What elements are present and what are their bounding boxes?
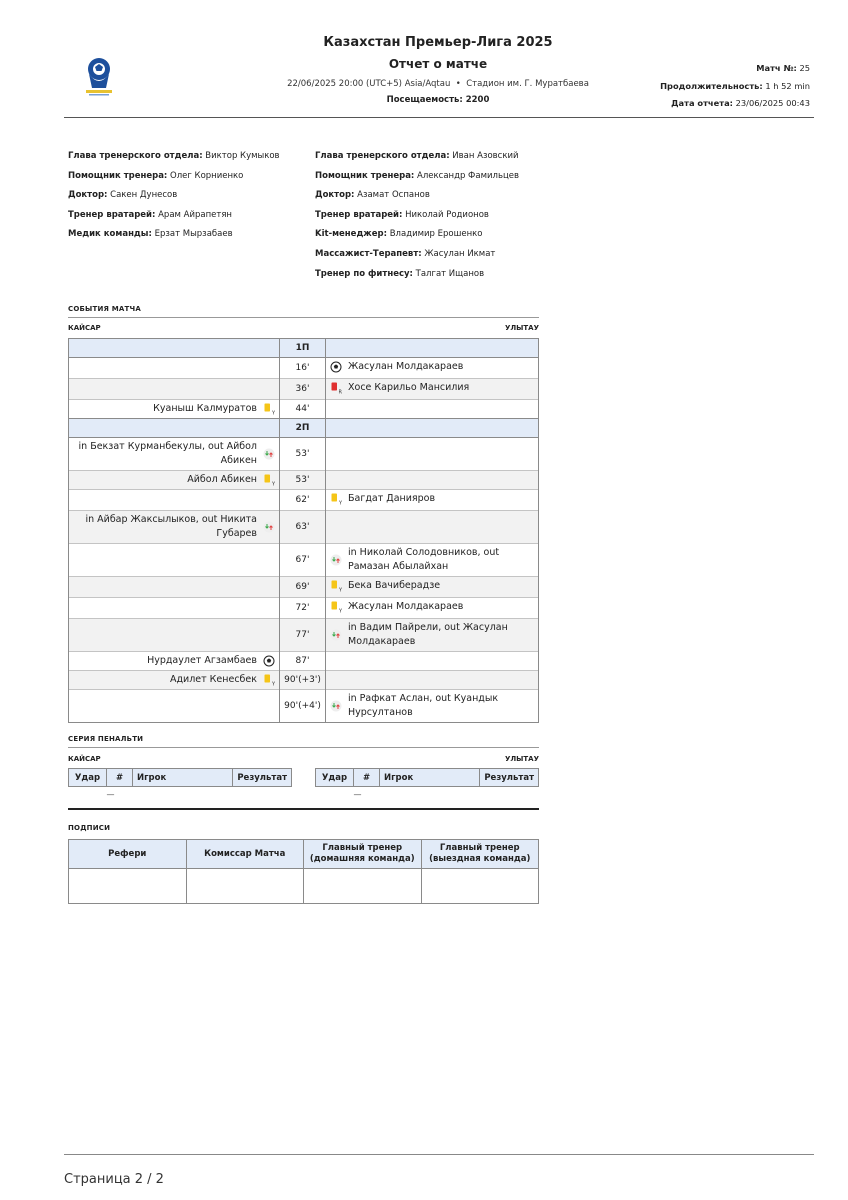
- event-minute: 87': [280, 652, 326, 671]
- event-player: Бека Вачиберадзе: [348, 580, 441, 591]
- footer-divider: [64, 1154, 814, 1155]
- yellow-card-icon: [330, 580, 342, 592]
- event-row: [69, 379, 539, 400]
- event-minute: 53': [280, 471, 326, 490]
- col-player: Игрок: [133, 769, 233, 787]
- event-player: Багдат Данияров: [348, 493, 436, 504]
- event-minute: 67': [280, 544, 326, 577]
- event-row: [69, 438, 539, 471]
- away-event-cell: [326, 544, 539, 577]
- header-divider: [64, 117, 814, 118]
- first-half-header: [69, 339, 539, 358]
- event-minute: 90'(+4'): [280, 690, 326, 723]
- event-player: Жасулан Молдакараев: [348, 601, 464, 612]
- half-label: 2П: [280, 419, 326, 438]
- match-duration: [660, 81, 810, 91]
- away-event-cell: [326, 619, 539, 652]
- match-datetime: 22/06/2025 20:00 (UTC+5) Asia/Aqtau: [287, 79, 451, 89]
- event-row: [69, 690, 539, 723]
- match-duration-label: Продолжительность:: [660, 81, 763, 91]
- event-minute: 62': [280, 490, 326, 511]
- staff-row: Помощник тренера: Олег Корниенко: [68, 170, 244, 181]
- svg-text:R: R: [338, 389, 342, 394]
- col-shot: Удар: [69, 769, 107, 787]
- event-minute: 69': [280, 577, 326, 598]
- home-event-cell: [69, 652, 280, 671]
- staff-row: Тренер вратарей: Николай Родионов: [315, 209, 489, 220]
- events-home-team: КАЙСАР: [68, 324, 101, 332]
- page-number: Страница 2 / 2: [64, 1172, 164, 1187]
- half-label: 1П: [280, 339, 326, 358]
- home-coach-signature-cell: [304, 869, 422, 904]
- yellow-card-icon: [330, 493, 342, 505]
- home-event-empty: [69, 490, 280, 511]
- away-event-empty: [326, 438, 539, 471]
- match-events-table: [68, 338, 539, 723]
- home-penalties-table: [68, 768, 292, 803]
- yellow-card-icon: [330, 601, 342, 613]
- event-row: [69, 471, 539, 490]
- staff-row: Глава тренерского отдела: Виктор Кумыков: [68, 151, 280, 161]
- away-event-empty: [326, 471, 539, 490]
- home-event-cell: [69, 438, 280, 471]
- svg-text:Y: Y: [272, 481, 275, 486]
- away-event-empty: [326, 511, 539, 544]
- events-section-divider: [68, 317, 539, 318]
- referee-header: Рефери: [69, 840, 187, 869]
- events-away-team: УЛЫТАУ: [504, 324, 539, 332]
- home-event-empty: [69, 544, 280, 577]
- event-minute: 44': [280, 400, 326, 419]
- event-minute: 16': [280, 358, 326, 379]
- event-row: [69, 490, 539, 511]
- svg-text:Y: Y: [339, 587, 342, 592]
- yellow-card-icon: [263, 403, 275, 415]
- col-result: Результат: [480, 769, 539, 787]
- event-row: [69, 358, 539, 379]
- match-meta: [250, 79, 626, 89]
- signatures-section-title: ПОДПИСИ: [68, 824, 111, 832]
- goal-icon: [263, 655, 275, 667]
- event-player: in Николай Солодовников, out Рамазан Абылайхан: [348, 547, 500, 572]
- substitution-icon: [330, 554, 342, 566]
- penalties-away-team: УЛЫТАУ: [504, 755, 539, 763]
- home-event-empty: [69, 358, 280, 379]
- col-number: #: [354, 769, 380, 787]
- empty-mark: —: [353, 790, 362, 800]
- penalties-section-divider: [68, 747, 539, 748]
- staff-row: Kit-менеджер: Владимир Ерошенко: [315, 229, 483, 240]
- away-event-cell: [326, 577, 539, 598]
- event-player: Жасулан Молдакараев: [348, 361, 464, 372]
- match-number: [756, 63, 810, 73]
- yellow-card-icon: [263, 674, 275, 686]
- col-result: Результат: [233, 769, 292, 787]
- match-stadium: Стадион им. Г. Муратбаева: [466, 79, 589, 89]
- away-coach-header: Главный тренер (выездная команда): [421, 840, 539, 869]
- referee-signature-cell: [69, 869, 187, 904]
- yellow-card-icon: [263, 474, 275, 486]
- svg-text:Y: Y: [339, 500, 342, 505]
- event-player: in Айбар Жаксылыков, out Никита Губарев: [85, 514, 257, 539]
- away-event-empty: [326, 652, 539, 671]
- match-duration-value: 1 h 52 min: [765, 81, 810, 91]
- penalties-home-team: КАЙСАР: [68, 755, 101, 763]
- home-event-empty: [69, 619, 280, 652]
- event-row: [69, 400, 539, 419]
- home-coach-header: Главный тренер (домашняя команда): [304, 840, 422, 869]
- away-event-cell: [326, 379, 539, 400]
- event-minute: 53': [280, 438, 326, 471]
- event-row: [69, 577, 539, 598]
- home-event-cell: [69, 671, 280, 690]
- home-event-empty: [69, 598, 280, 619]
- league-logo-icon: [80, 54, 118, 98]
- report-date-value: 23/06/2025 00:43: [735, 98, 810, 108]
- match-number-value: 25: [799, 63, 810, 73]
- away-coach-signature-cell: [421, 869, 539, 904]
- event-row: [69, 544, 539, 577]
- staff-row: Медик команды: Ерзат Мырзабаев: [68, 229, 233, 240]
- col-shot: Удар: [316, 769, 354, 787]
- substitution-icon: [330, 700, 342, 712]
- event-minute: 90'(+3'): [280, 671, 326, 690]
- staff-row: Помощник тренера: Александр Фамильцев: [315, 170, 519, 181]
- svg-text:Y: Y: [272, 681, 275, 686]
- event-player: Айбол Абикен: [187, 474, 257, 485]
- commissioner-header: Комиссар Матча: [186, 840, 304, 869]
- svg-text:Y: Y: [272, 410, 275, 415]
- col-number: #: [107, 769, 133, 787]
- home-event-cell: [69, 400, 280, 419]
- signatures-table: [68, 839, 539, 904]
- events-section-title: СОБЫТИЯ МАТЧА: [68, 305, 141, 313]
- event-player: in Рафкат Аслан, out Куандык Нурсултанов: [348, 693, 499, 718]
- event-player: Адилет Кенесбек: [169, 674, 257, 685]
- away-event-empty: [326, 671, 539, 690]
- event-row: [69, 652, 539, 671]
- league-title: Казахстан Премьер-Лига 2025: [323, 35, 553, 50]
- event-minute: 77': [280, 619, 326, 652]
- away-event-cell: [326, 490, 539, 511]
- event-minute: 72': [280, 598, 326, 619]
- second-half-header: [69, 419, 539, 438]
- event-player: Хосе Карильо Мансилия: [348, 382, 470, 393]
- event-player: Куаныш Калмуратов: [153, 403, 257, 414]
- report-date-label: Дата отчета:: [671, 98, 733, 108]
- staff-row: Тренер вратарей: Арам Айрапетян: [68, 209, 232, 220]
- home-staff-list: [68, 147, 280, 245]
- away-event-cell: [326, 690, 539, 723]
- staff-row: Массажист-Терапевт: Жасулан Икмат: [315, 248, 496, 259]
- commissioner-signature-cell: [186, 869, 304, 904]
- report-title: Отчет о матче: [388, 57, 488, 71]
- penalties-section-title: СЕРИЯ ПЕНАЛЬТИ: [68, 735, 144, 743]
- substitution-icon: [263, 448, 275, 460]
- report-date: [671, 98, 810, 108]
- away-event-empty: [326, 400, 539, 419]
- event-row: [69, 671, 539, 690]
- staff-row: Доктор: Сакен Дунесов: [68, 190, 178, 201]
- red-card-icon: [330, 382, 342, 394]
- staff-row: Доктор: Азамат Оспанов: [315, 190, 430, 201]
- penalties-bottom-rule: [68, 808, 539, 810]
- event-player: in Бекзат Курманбекулы, out Айбол Абикен: [78, 441, 257, 466]
- staff-row: Глава тренерского отдела: Иван Азовский: [315, 151, 519, 161]
- away-event-cell: [326, 598, 539, 619]
- staff-row: Тренер по фитнесу: Талгат Ищанов: [315, 268, 485, 279]
- svg-text:Y: Y: [339, 608, 342, 613]
- substitution-icon: [263, 521, 275, 533]
- meta-separator: •: [455, 79, 461, 89]
- match-attendance: Посещаемость: 2200: [386, 95, 490, 105]
- event-player: in Вадим Пайрели, out Жасулан Молдакараев: [348, 622, 508, 647]
- event-minute: 36': [280, 379, 326, 400]
- event-row: [69, 511, 539, 544]
- goal-icon: [330, 361, 342, 373]
- event-row: [69, 598, 539, 619]
- empty-mark: —: [106, 790, 115, 800]
- substitution-icon: [330, 629, 342, 641]
- home-event-empty: [69, 690, 280, 723]
- home-event-empty: [69, 379, 280, 400]
- event-player: Нурдаулет Агзамбаев: [147, 655, 257, 666]
- event-minute: 63': [280, 511, 326, 544]
- home-event-cell: [69, 471, 280, 490]
- away-staff-list: [315, 147, 519, 284]
- home-event-cell: [69, 511, 280, 544]
- col-player: Игрок: [380, 769, 480, 787]
- away-event-cell: [326, 358, 539, 379]
- match-number-label: Матч №:: [756, 63, 797, 73]
- event-row: [69, 619, 539, 652]
- home-event-empty: [69, 577, 280, 598]
- away-penalties-table: [315, 768, 539, 803]
